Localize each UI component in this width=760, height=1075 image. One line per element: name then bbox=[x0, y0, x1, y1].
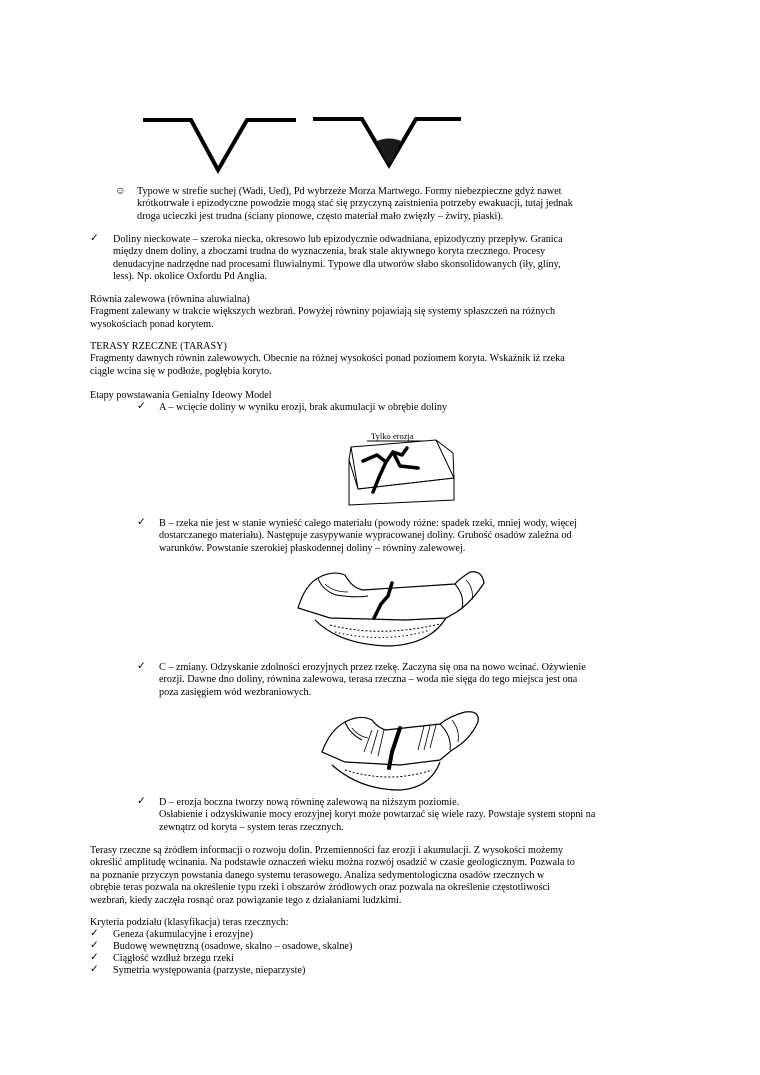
kryteria-item: Ciągłość wzdłuż brzegu rzeki bbox=[113, 953, 234, 964]
rownia-section: Równia zalewowa (równina aluwialna) Fragment zalewany w trakcie większych wezbrań. Powyżej równiny pojawiają się systemy spłaszczeń na różnych wysokościach ponad korytem. bbox=[90, 294, 556, 330]
check-bullet-icon: ✓ bbox=[90, 952, 99, 963]
check-bullet-icon: ✓ bbox=[90, 928, 99, 939]
check-bullet-icon: ✓ bbox=[90, 940, 99, 951]
stage-a-text: A – wcięcie doliny w wyniku erozji, brak akumulacji w obrębie doliny bbox=[159, 402, 448, 413]
rownia-heading: Równia zalewowa (równina aluwialna) bbox=[90, 294, 250, 305]
figure-a-label: Tylko erozja bbox=[371, 431, 414, 441]
doliny-nieckowate-text: Doliny nieckowate – szeroka niecka, okresowo lub epizodycznie odwadniana, epizodyczny przepływ. Granica między dnem doliny, a zboczami trudna do wyznaczenia, brak stale aktywnego koryta rzecznego. Procesy denudacyjne nadrzędne nad procesami fluwialnymi. Typowe dla utworów słabo skonsolidowanych (iły, gliny, less). Np. okolice Oxfordu Pd Anglia. bbox=[113, 234, 563, 283]
v-valley-right bbox=[313, 119, 461, 165]
terasy-heading: TERASY RZECZNE (TARASY) bbox=[90, 341, 227, 352]
stage-b-text: B – rzeka nie jest w stanie wynieść całego materiału (powody różne: spadek rzeki, mniej wody, więcej dostarczanego materiału). Następuje zasypywanie wypracowanej doliny. Grubość osadów zależna od warunków. Powstanie szerokiej płaskodennej doliny – równiny zalewowej. bbox=[159, 518, 578, 554]
terasy-section: TERASY RZECZNE (TARASY) Fragmenty dawnych równin zalewowych. Obecnie na różnej wysokości ponad poziomem koryta. Wskaźnik iż rzeka ciągle wcina się w podłoże, pogłębia koryto. bbox=[90, 341, 565, 377]
terasy-information-paragraph: Terasy rzeczne są źródłem informacji o rozwoju dolin. Przemienności faz erozji i akumulacji. Z wysokości możemy określić amplitudę wcinania. Na podstawie oznaczeń wieku można rozwój osadzić w czasie geologicznym. Pozwala to na poznanie przyczyn powstania danego systemu terasowego. Analiza sedymentologiczna osadów rzecznych w obrębie teras pozwala na określenie typu rzeki i obszarów źródłowych oraz pozwala na określenie częstotliwości wezbrań, kiedy zaczęła rosnąć oraz powiązanie tego z działaniami ludzkimi. bbox=[90, 845, 575, 906]
check-bullet-icon: ✓ bbox=[137, 517, 146, 528]
check-bullet-icon: ✓ bbox=[90, 233, 99, 244]
smiley-bullet-icon: ☺ bbox=[115, 186, 126, 197]
stage-c-text: C – zmiany. Odzyskanie zdolności erozyjnych przez rzekę. Zaczyna się ona na nowo wcinać. Ożywienie erozji. Dawne dno doliny, równina zalewowa, terasa rzeczna – woda nie sięga do tego miejsca jest ona poza zasięgiem wód wezbraniowych. bbox=[159, 662, 586, 698]
etapy-heading: Etapy powstawania Genialny Ideowy Model bbox=[90, 390, 272, 401]
kryteria-item: Symetria występowania (parzyste, nieparzyste) bbox=[113, 965, 306, 976]
check-bullet-icon: ✓ bbox=[137, 401, 146, 412]
kryteria-item: Budowę wewnętrzną (osadowe, skalno – osadowe, skalne) bbox=[113, 941, 353, 952]
smiley-item-text: Typowe w strefie suchej (Wadi, Ued), Pd wybrzeże Morza Martwego. Formy niebezpieczne gdyż nawet krótkotrwałe i epizodyczne powodzie mogą stać się przyczyną zaistnienia potrzeby ewakuacji, tutaj jednak droga ucieczki jest trudna (ściany pionowe, często materiał mało zwięzły – żwiry, piaski). bbox=[137, 186, 573, 222]
v-valley-left bbox=[143, 120, 296, 170]
check-bullet-icon: ✓ bbox=[137, 661, 146, 672]
check-bullet-icon: ✓ bbox=[137, 796, 146, 807]
valley-fill-deposit bbox=[377, 139, 401, 164]
kryteria-heading: Kryteria podziału (klasyfikacja) teras rzecznych: bbox=[90, 917, 289, 928]
kryteria-item: Geneza (akumulacyjne i erozyjne) bbox=[113, 929, 254, 940]
stage-d-text: D – erozja boczna tworzy nową równinę zalewową na niższym poziomie. Osłabienie i odzyskiwanie mocy erozyjnej koryt może powtarzać się wiele razy. Powstaje system stopni na zewnątrz od koryta – system teras rzecznych. bbox=[159, 797, 596, 833]
check-bullet-icon: ✓ bbox=[90, 964, 99, 975]
